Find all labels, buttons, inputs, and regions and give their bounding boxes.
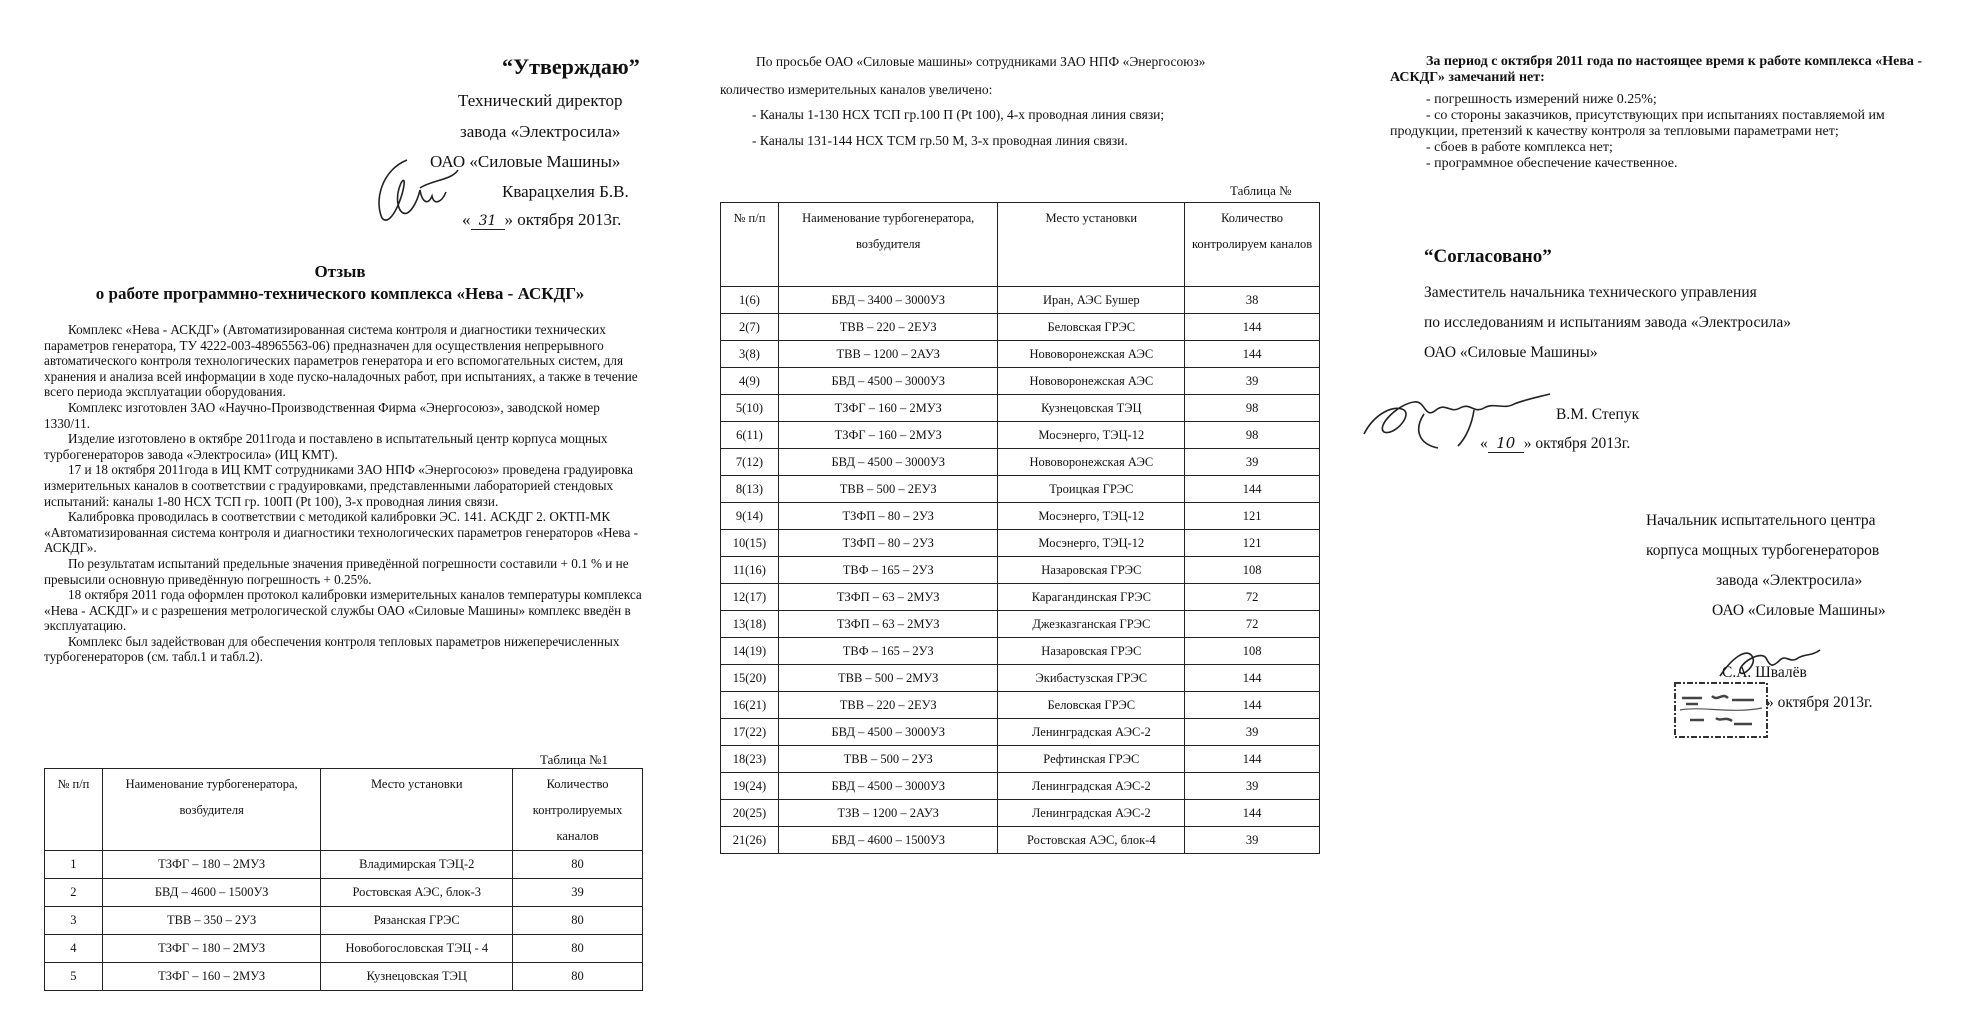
table-row <box>721 638 1320 665</box>
review-body <box>44 322 644 665</box>
cell-generator: ТЗФГ – 160 – 2МУЗ <box>778 395 998 422</box>
cell-location: Джезказганская ГРЭС <box>998 611 1185 638</box>
table-row <box>721 287 1320 314</box>
cell-number: 21(26) <box>721 827 779 854</box>
cell-generator: ТЗФП – 63 – 2МУЗ <box>778 584 998 611</box>
date-open-quote: « <box>462 210 471 229</box>
cell-number: 2(7) <box>721 314 779 341</box>
table-row <box>45 879 643 907</box>
table-row <box>721 692 1320 719</box>
cell-location: Ростовская АЭС, блок-4 <box>998 827 1185 854</box>
table-header: Место установки <box>998 203 1185 287</box>
cell-location: Мосэнерго, ТЭЦ-12 <box>998 422 1185 449</box>
cell-channels: 108 <box>1185 638 1320 665</box>
cell-channels: 144 <box>1185 800 1320 827</box>
cell-number: 16(21) <box>721 692 779 719</box>
table-row <box>721 368 1320 395</box>
table-row <box>45 963 643 991</box>
table-row <box>721 449 1320 476</box>
approve-plant: завода «Электросила» <box>460 122 621 141</box>
cell-channels: 98 <box>1185 422 1320 449</box>
agreed-date-day: 10 <box>1488 434 1524 453</box>
cell-location: Ростовская АЭС, блок-3 <box>321 879 513 907</box>
table-row <box>721 476 1320 503</box>
table-row <box>721 827 1320 854</box>
cell-location: Нововоронежская АЭС <box>998 368 1185 395</box>
agreed-title: “Согласовано” <box>1424 246 1552 267</box>
summary-item: продукции, претензий к качеству контроля за тепловыми параметрами нет; <box>1390 124 1839 139</box>
cell-number: 10(15) <box>721 530 779 557</box>
approve-date-day: 31 <box>471 213 505 230</box>
cell-number: 15(20) <box>721 665 779 692</box>
cell-channels: 39 <box>1185 827 1320 854</box>
page-2 <box>700 0 1313 1022</box>
table1-caption: Таблица №1 <box>540 752 609 767</box>
table-2 <box>720 202 1320 854</box>
table-row <box>721 584 1320 611</box>
cell-location: Кузнецовская ТЭЦ <box>321 963 513 991</box>
cell-location: Рефтинская ГРЭС <box>998 746 1185 773</box>
cell-number: 19(24) <box>721 773 779 800</box>
table-header: Количество контролируемых каналов <box>513 769 643 851</box>
cell-generator: ТЗФГ – 180 – 2МУЗ <box>102 935 321 963</box>
summary-line-2: АСКДГ» замечаний нет: <box>1390 70 1545 85</box>
cell-channels: 80 <box>513 963 643 991</box>
paragraph: Комплекс был задействован для обеспечения контроля тепловых параметров нижеперечисленных турбогенераторов (см. табл.1 и табл.2). <box>44 633 620 665</box>
cell-generator: БВД – 4500 – 3000УЗ <box>778 368 998 395</box>
cell-channels: 144 <box>1185 692 1320 719</box>
cell-location: Мосэнерго, ТЭЦ-12 <box>998 503 1185 530</box>
cell-location: Мосэнерго, ТЭЦ-12 <box>998 530 1185 557</box>
bullet-1: - Каналы 1-130 НСХ ТСП гр.100 П (Pt 100), 4-х проводная линия связи; <box>752 107 1165 122</box>
cell-location: Иран, АЭС Бушер <box>998 287 1185 314</box>
cell-generator: ТВВ – 500 – 2МУЗ <box>778 665 998 692</box>
cell-channels: 72 <box>1185 611 1320 638</box>
cell-number: 4 <box>45 935 103 963</box>
cell-channels: 39 <box>1185 773 1320 800</box>
head-person: С.А. Швалёв <box>1722 664 1807 681</box>
agreed-position: Заместитель начальника технического управления <box>1424 284 1757 301</box>
deputy-signature <box>1354 374 1554 454</box>
cell-location: Назаровская ГРЭС <box>998 638 1185 665</box>
cell-channels: 98 <box>1185 395 1320 422</box>
cell-number: 14(19) <box>721 638 779 665</box>
cell-location: Кузнецовская ТЭЦ <box>998 395 1185 422</box>
paragraph: Калибровка проводилась в соответствии с методикой калибровки ЭС. 141. АСКДГ 2. ОКТП-МК «Автоматизированная система контроля и диагностики технологических параметров генераторов «Нева - АСКДГ». <box>44 509 639 556</box>
head-date: » октября 2013г. <box>1766 694 1873 711</box>
cell-location: Ленинградская АЭС-2 <box>998 800 1185 827</box>
cell-generator: ТВВ – 1200 – 2АУЗ <box>778 341 998 368</box>
cell-channels: 80 <box>513 907 643 935</box>
cell-generator: БВД – 4500 – 3000УЗ <box>778 449 998 476</box>
approve-date-rest: » октября 2013г. <box>504 210 622 229</box>
cell-number: 20(25) <box>721 800 779 827</box>
cell-number: 1(6) <box>721 287 779 314</box>
intro-line-1: По просьбе ОАО «Силовые машины» сотрудниками ЗАО НПФ «Энергосоюз» <box>756 54 1206 69</box>
received-stamp <box>1672 680 1772 742</box>
cell-generator: ТВВ – 500 – 2ЕУЗ <box>778 476 998 503</box>
agreed-company: ОАО «Силовые Машины» <box>1424 344 1598 361</box>
cell-generator: ТВФ – 165 – 2УЗ <box>778 557 998 584</box>
cell-channels: 144 <box>1185 476 1320 503</box>
cell-number: 8(13) <box>721 476 779 503</box>
paragraph: По результатам испытаний предельные значения приведённой погрешности составили + 0.1 % и не превысили основную приведённую погрешность + 0.25%. <box>44 555 629 587</box>
table-row <box>721 557 1320 584</box>
head-company: ОАО «Силовые Машины» <box>1712 602 1886 619</box>
cell-channels: 39 <box>1185 719 1320 746</box>
cell-location: Карагандинская ГРЭС <box>998 584 1185 611</box>
cell-channels: 80 <box>513 851 643 879</box>
cell-channels: 144 <box>1185 665 1320 692</box>
document-subtitle: о работе программно-технического комплекса «Нева - АСКДГ» <box>95 284 585 303</box>
approve-person: Кварацхелия Б.В. <box>502 182 629 201</box>
table-header: Количество контролируем каналов <box>1185 203 1320 287</box>
cell-location: Беловская ГРЭС <box>998 314 1185 341</box>
intro-line-2: количество измерительных каналов увеличено: <box>720 82 993 97</box>
table-row <box>721 773 1320 800</box>
table-row <box>721 665 1320 692</box>
cell-generator: ТВВ – 500 – 2УЗ <box>778 746 998 773</box>
agreed-person: В.М. Степук <box>1556 406 1640 423</box>
cell-channels: 121 <box>1185 503 1320 530</box>
table-header: Наименование турбогенератора, возбудителя <box>102 769 321 851</box>
cell-generator: ТВВ – 350 – 2УЗ <box>102 907 321 935</box>
table2-caption: Таблица № <box>1230 183 1292 198</box>
table-row <box>721 314 1320 341</box>
summary-item: - программное обеспечение качественное. <box>1426 156 1678 171</box>
summary-item: - со стороны заказчиков, присутствующих при испытаниях поставляемой им <box>1426 108 1885 123</box>
paragraph: Комплекс «Нева - АСКДГ» (Автоматизированная система контроля и диагностики технических параметров генератора, ТУ 4222-003-48965563-06) предназначен для осуществления непрерывного автоматического контроля технологических параметров генератора и его вспомогательных систем, для хранения и анализа всей информации в ходе пуско-наладочных работ, при испытаниях, а также в течение всего периода эксплуатации оборудования. <box>44 322 638 400</box>
cell-generator: ТВВ – 220 – 2ЕУЗ <box>778 692 998 719</box>
cell-generator: ТВФ – 165 – 2УЗ <box>778 638 998 665</box>
cell-generator: ТВВ – 220 – 2ЕУЗ <box>778 314 998 341</box>
paragraph: Изделие изготовлено в октябре 2011года и поставлено в испытательный центр корпуса мощных турбогенераторов завода «Электросила» (ИЦ КМТ). <box>44 431 608 462</box>
cell-generator: БВД – 4600 – 1500УЗ <box>778 827 998 854</box>
summary-item: - сбоев в работе комплекса нет; <box>1426 140 1613 155</box>
table-row <box>721 341 1320 368</box>
page-3 <box>1320 0 1984 1022</box>
cell-number: 1 <box>45 851 103 879</box>
cell-generator: БВД – 4500 – 3000УЗ <box>778 719 998 746</box>
table-header: Наименование турбогенератора, возбудителя <box>778 203 998 287</box>
cell-location: Нововоронежская АЭС <box>998 341 1185 368</box>
cell-number: 12(17) <box>721 584 779 611</box>
cell-generator: БВД – 4500 – 3000УЗ <box>778 773 998 800</box>
cell-location: Новобогословская ТЭЦ - 4 <box>321 935 513 963</box>
cell-generator: ТЗФП – 80 – 2УЗ <box>778 503 998 530</box>
table-row <box>721 530 1320 557</box>
summary-item: - погрешность измерений ниже 0.25%; <box>1426 92 1657 107</box>
table-header: № п/п <box>721 203 779 287</box>
cell-channels: 39 <box>1185 449 1320 476</box>
table-row <box>721 746 1320 773</box>
table-row <box>721 395 1320 422</box>
table-header: № п/п <box>45 769 103 851</box>
cell-number: 3(8) <box>721 341 779 368</box>
cell-location: Нововоронежская АЭС <box>998 449 1185 476</box>
table-row <box>45 907 643 935</box>
summary-line-1: За период с октября 2011 года по настоящее время к работе комплекса «Нева - <box>1426 54 1923 69</box>
cell-channels: 144 <box>1185 746 1320 773</box>
table-row <box>721 503 1320 530</box>
approve-company: ОАО «Силовые Машины» <box>430 152 621 171</box>
cell-number: 17(22) <box>721 719 779 746</box>
cell-generator: ТЗФГ – 160 – 2МУЗ <box>102 963 321 991</box>
table-row <box>721 800 1320 827</box>
table-row <box>721 422 1320 449</box>
cell-number: 5(10) <box>721 395 779 422</box>
cell-number: 5 <box>45 963 103 991</box>
cell-location: Экибастузская ГРЭС <box>998 665 1185 692</box>
table-row <box>721 611 1320 638</box>
cell-number: 3 <box>45 907 103 935</box>
cell-number: 11(16) <box>721 557 779 584</box>
cell-channels: 39 <box>1185 368 1320 395</box>
cell-generator: ТЗФГ – 160 – 2МУЗ <box>778 422 998 449</box>
cell-generator: БВД – 3400 – 3000УЗ <box>778 287 998 314</box>
approve-title: “Утверждаю” <box>502 54 640 79</box>
head-position: Начальник испытательного центра <box>1646 512 1876 529</box>
cell-location: Троицкая ГРЭС <box>998 476 1185 503</box>
cell-channels: 144 <box>1185 341 1320 368</box>
table-row <box>45 851 643 879</box>
cell-number: 2 <box>45 879 103 907</box>
cell-location: Беловская ГРЭС <box>998 692 1185 719</box>
cell-location: Владимирская ТЭЦ-2 <box>321 851 513 879</box>
approve-position: Технический директор <box>458 91 623 110</box>
cell-channels: 121 <box>1185 530 1320 557</box>
head-department: корпуса мощных турбогенераторов <box>1646 542 1880 559</box>
cell-number: 9(14) <box>721 503 779 530</box>
cell-number: 7(12) <box>721 449 779 476</box>
document-title: Отзыв <box>314 262 366 281</box>
table-row <box>45 935 643 963</box>
paragraph: Комплекс изготовлен ЗАО «Научно-Производственная Фирма «Энергосоюз», заводской номер 1330/11. <box>44 399 600 431</box>
cell-channels: 38 <box>1185 287 1320 314</box>
date-open-quote: « <box>1480 435 1488 452</box>
cell-generator: ТЗФГ – 180 – 2МУЗ <box>102 851 321 879</box>
approve-date <box>462 210 621 230</box>
cell-location: Ленинградская АЭС-2 <box>998 719 1185 746</box>
cell-location: Ленинградская АЭС-2 <box>998 773 1185 800</box>
cell-generator: ТЗФП – 80 – 2УЗ <box>778 530 998 557</box>
cell-channels: 144 <box>1185 314 1320 341</box>
cell-number: 6(11) <box>721 422 779 449</box>
cell-number: 18(23) <box>721 746 779 773</box>
cell-location: Назаровская ГРЭС <box>998 557 1185 584</box>
agreed-date-rest: » октября 2013г. <box>1523 435 1631 452</box>
paragraph: 17 и 18 октября 2011года в ИЦ КМТ сотрудниками ЗАО НПФ «Энергосоюз» проведена градуировка измерительных каналов в соответствии с градуировками, представленными лабораторией стендовых испытаний: каналы 1-80 НСХ ТСП гр. 100П (Pt 100), 3-х проводная линия связи. <box>44 462 634 509</box>
cell-generator: ТЗВ – 1200 – 2АУЗ <box>778 800 998 827</box>
paragraph: 18 октября 2011 года оформлен протокол калибровки измерительных каналов температуры комплекса «Нева - АСКДГ» и с разрешения метрологической службы ОАО «Силовые Машины» комплекс введён в эксплуатацию. <box>44 587 642 634</box>
cell-number: 13(18) <box>721 611 779 638</box>
table-1 <box>44 768 643 991</box>
bullet-2: - Каналы 131-144 НСХ ТСМ гр.50 М, 3-х проводная линия связи. <box>752 133 1128 148</box>
table-header: Место установки <box>321 769 513 851</box>
table-row <box>721 719 1320 746</box>
cell-channels: 72 <box>1185 584 1320 611</box>
director-signature <box>362 140 462 230</box>
cell-number: 4(9) <box>721 368 779 395</box>
head-plant: завода «Электросила» <box>1716 572 1863 589</box>
cell-generator: ТЗФП – 63 – 2МУЗ <box>778 611 998 638</box>
cell-location: Рязанская ГРЭС <box>321 907 513 935</box>
cell-channels: 80 <box>513 935 643 963</box>
cell-channels: 108 <box>1185 557 1320 584</box>
agreed-department: по исследованиям и испытаниям завода «Электросила» <box>1424 314 1791 331</box>
cell-generator: БВД – 4600 – 1500УЗ <box>102 879 321 907</box>
cell-channels: 39 <box>513 879 643 907</box>
page-1 <box>0 0 680 1022</box>
